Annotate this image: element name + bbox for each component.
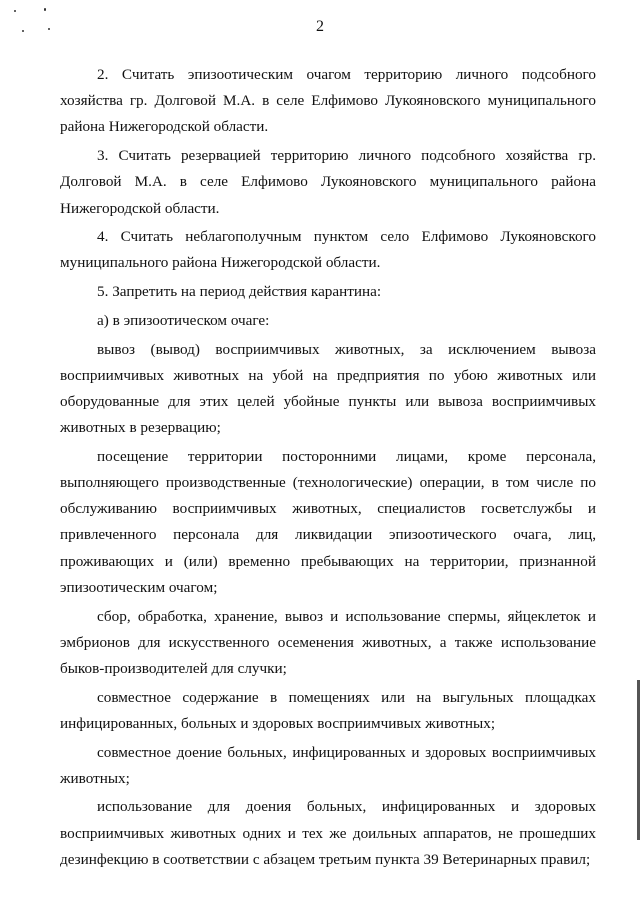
list-item: сбор, обработка, хранение, вывоз и использование спермы, яйцеклеток и эмбрионов для искусственного осеменения животных, а также использование быков-производителей для случки;	[60, 607, 596, 677]
page-number: 2	[316, 18, 324, 35]
paragraph-item-4: 4. Считать неблагополучным пунктом село Елфимово Лукояновского муниципального района Нижегородской области.	[60, 228, 596, 272]
list-item: совместное доение больных, инфицированных и здоровых восприимчивых животных;	[60, 743, 596, 787]
paragraph-item-5: 5. Запретить на период действия карантина:	[97, 283, 382, 301]
scan-artifact	[14, 10, 16, 12]
paragraph-item-2: 2. Считать эпизоотическим очагом территорию личного подсобного хозяйства гр. Долговой М.А. в селе Елфимово Лукояновского муниципального района Нижегородской области.	[60, 66, 596, 136]
list-item: посещение территории посторонними лицами, кроме персонала, выполняющего производственные (технологические) операции, в том числе по обслуживанию восприимчивых животных, специалистов госветслужбы и привлеченного персонала для ликвидации эпизоотического очага, лиц, проживающих и (или) временно пребывающих на территории, признанной эпизоотическим очагом;	[60, 447, 596, 596]
list-item: вывоз (вывод) восприимчивых животных, за исключением вывоза восприимчивых животных на убой на предприятия по убою животных или оборудованные для этих целей убойные пункты или вывоза восприимчивых животных в резервацию;	[60, 340, 596, 437]
paragraph-item-3: 3. Считать резервацией территорию личного подсобного хозяйства гр. Долговой М.А. в селе Елфимово Лукояновского муниципального района Нижегородской области.	[60, 147, 596, 217]
subparagraph-a: а) в эпизоотическом очаге:	[97, 311, 270, 329]
scan-artifact	[44, 8, 46, 11]
document-body	[60, 62, 596, 876]
list-item: совместное содержание в помещениях или на выгульных площадках инфицированных, больных и здоровых восприимчивых животных;	[60, 688, 596, 732]
list-item: использование для доения больных, инфицированных и здоровых восприимчивых животных одних и тех же доильных аппаратов, не прошедших дезинфекцию в соответствии с абзацем третьим пункта 39 Ветеринарных правил;	[60, 798, 596, 868]
